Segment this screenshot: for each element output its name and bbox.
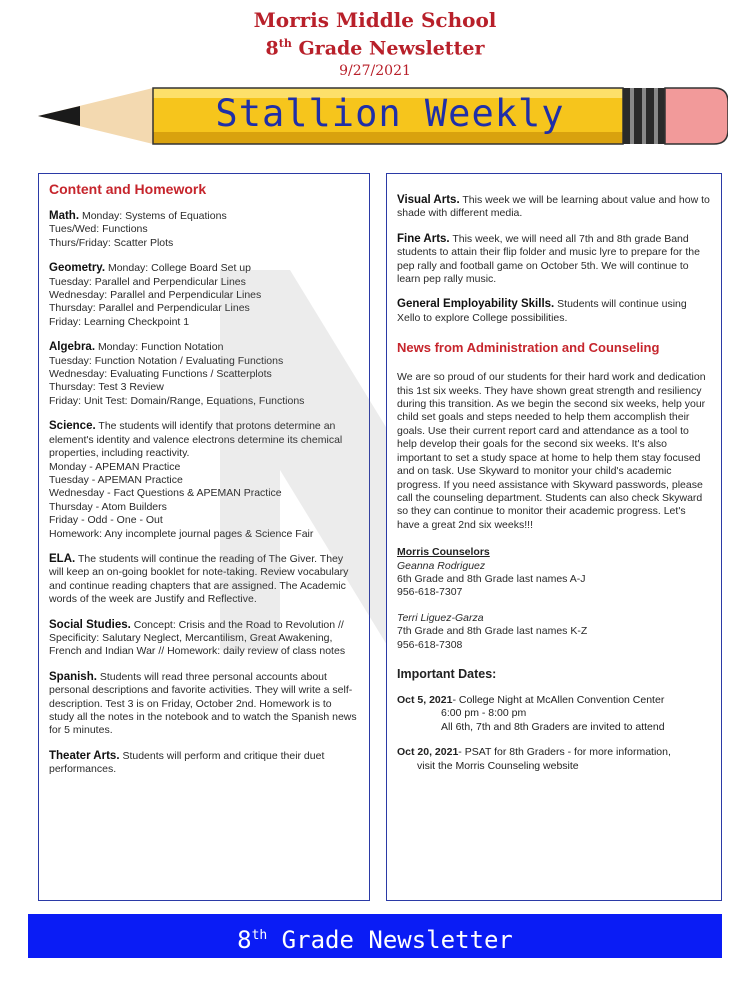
date-item-1-text: - College Night at McAllen Convention Center bbox=[452, 693, 665, 706]
science-line-6: Homework: Any incomplete journal pages & Science Fair bbox=[49, 527, 314, 540]
date-item-2-date: Oct 20, 2021 bbox=[397, 746, 459, 759]
school-name: Morris Middle School bbox=[253, 8, 497, 32]
content-homework-title: Content and Homework bbox=[49, 181, 207, 197]
counselor-2-phone: 956-618-7308 bbox=[397, 638, 463, 651]
counselor-2 bbox=[397, 612, 711, 652]
counselor-2-name: Terri Liguez-Garza bbox=[397, 611, 484, 624]
geometry-line-5: Friday: Learning Checkpoint 1 bbox=[49, 315, 190, 328]
science-line-2: Tuesday - APEMAN Practice bbox=[49, 473, 183, 486]
geometry-heading: Geometry. bbox=[49, 262, 106, 275]
algebra-line-1: Monday: Function Notation bbox=[97, 341, 224, 354]
algebra-line-3: Wednesday: Evaluating Functions / Scatterplots bbox=[49, 368, 272, 381]
ela-heading: ELA. bbox=[49, 552, 76, 565]
theater-arts-heading: Theater Arts. bbox=[49, 749, 120, 762]
math-line-3: Thurs/Friday: Scatter Plots bbox=[49, 236, 174, 249]
issue-date: 9/27/2021 bbox=[339, 63, 411, 80]
newsletter-header bbox=[0, 8, 750, 80]
science-line-5: Friday - Odd - One - Out bbox=[49, 514, 163, 527]
grade-number: 8 bbox=[265, 37, 279, 60]
date-item-1-time: 6:00 pm - 8:00 pm bbox=[441, 707, 527, 720]
social-studies-block bbox=[49, 619, 359, 659]
content-homework-column bbox=[38, 173, 370, 901]
counselor-1-phone: 956-618-7307 bbox=[397, 586, 463, 599]
date-item-1-note: All 6th, 7th and 8th Graders are invited to attend bbox=[441, 720, 665, 733]
fine-arts-heading: Fine Arts. bbox=[397, 232, 450, 245]
algebra-heading: Algebra. bbox=[49, 341, 96, 354]
date-item-2 bbox=[397, 746, 711, 773]
counselor-1-role: 6th Grade and 8th Grade last names A-J bbox=[397, 572, 586, 585]
employability-heading: General Employability Skills. bbox=[397, 298, 555, 311]
date-item-2-text: - PSAT for 8th Graders - for more information, bbox=[458, 746, 671, 759]
grade-text: Grade Newsletter bbox=[291, 37, 485, 60]
arts-news-column bbox=[386, 173, 722, 901]
footer-grade-number: 8 bbox=[237, 926, 252, 954]
employability-block bbox=[397, 298, 711, 325]
geometry-line-4: Thursday: Parallel and Perpendicular Lines bbox=[49, 302, 250, 315]
footer-text: Grade Newsletter bbox=[267, 926, 513, 954]
counselor-1 bbox=[397, 560, 711, 600]
science-line-3: Wednesday - Fact Questions & APEMAN Practice bbox=[49, 487, 282, 500]
visual-arts-heading: Visual Arts. bbox=[397, 194, 460, 206]
spanish-text: Students will read three personal accounts about personal descriptions and favorite activities. They will write a self-description. Test 3 is on Friday, October 2nd. Homework is to study all the notes in the notebook and to watch the Spanish news for 5 minutes. bbox=[49, 670, 357, 737]
footer-banner bbox=[28, 914, 722, 958]
counselor-2-role: 7th Grade and 8th Grade last names K-Z bbox=[397, 625, 588, 638]
date-item-1-date: Oct 5, 2021 bbox=[397, 693, 453, 706]
algebra-line-4: Thursday: Test 3 Review bbox=[49, 381, 164, 394]
date-item-1 bbox=[397, 694, 711, 734]
employability-text: Students will continue using Xello to explore College possibilities. bbox=[397, 298, 687, 324]
math-block bbox=[49, 210, 359, 250]
algebra-line-2: Tuesday: Function Notation / Evaluating Functions bbox=[49, 354, 284, 367]
footer-grade-suffix: th bbox=[251, 928, 268, 943]
visual-arts-text: This week we will be learning about value and how to shade with different media. bbox=[397, 194, 710, 220]
math-line-2: Tues/Wed: Functions bbox=[49, 223, 148, 236]
fine-arts-text: This week, we will need all 7th and 8th grade Band students to attain their flip folder and music lyre to prepare for the pep rally and football game on October 5th. We will continue to learn pep rally music. bbox=[397, 232, 700, 286]
spanish-block bbox=[49, 671, 359, 738]
important-dates-title: Important Dates: bbox=[397, 666, 497, 681]
science-line-4: Thursday - Atom Builders bbox=[49, 500, 167, 513]
newsletter-title: Stallion Weekly bbox=[215, 92, 565, 135]
fine-arts-block bbox=[397, 233, 711, 287]
science-line-1: Monday - APEMAN Practice bbox=[49, 460, 181, 473]
math-line-1: Monday: Systems of Equations bbox=[81, 210, 227, 222]
geometry-line-1: Monday: College Board Set up bbox=[107, 262, 251, 275]
grade-suffix: th bbox=[278, 37, 292, 50]
theater-arts-text: Students will perform and critique their duet performances. bbox=[49, 749, 325, 776]
geometry-line-2: Tuesday: Parallel and Perpendicular Lines bbox=[49, 275, 246, 288]
geometry-line-3: Wednesday: Parallel and Perpendicular Lines bbox=[49, 289, 262, 302]
grade-title bbox=[0, 32, 750, 60]
science-text: The students will identify that protons determine an element's identity and valence electrons determine its chemical properties, including reactivity. bbox=[49, 420, 343, 460]
algebra-block bbox=[49, 341, 359, 408]
ela-text: The students will continue the reading of The Giver. They will keep an on-going booklet for note-taking. Review vocabulary and continue reading chapters that are assigned. The Academic words of the week are Justify and Reflective. bbox=[49, 552, 349, 606]
geometry-block bbox=[49, 262, 359, 329]
social-studies-heading: Social Studies. bbox=[49, 618, 131, 631]
ela-block bbox=[49, 553, 359, 607]
news-body-text: We are so proud of our students for their hard work and dedication this 1st six weeks. They have shown great strength and resiliency during this transition. As we begin the second six weeks, help your child set goals and steps needed to help them accomplish their goals. Use their current report card and attendance as a tool to help develop their goals for the second six weeks. It's also important to set a study space at home to help them stay focused and on task. Use Skyward to monitor your child's academic progress. If you need assistance with Skyward passwords, please call the counseling department. Students can also check Skyward so they can continue to monitor their academic progress. Let's have a great 2nd six weeks!!! bbox=[397, 371, 706, 531]
theater-arts-block bbox=[49, 750, 359, 777]
news-section-title: News from Administration and Counseling bbox=[397, 340, 660, 356]
algebra-line-5: Friday: Unit Test: Domain/Range, Equations, Functions bbox=[49, 394, 305, 407]
science-heading: Science. bbox=[49, 420, 96, 433]
social-studies-text: Concept: Crisis and the Road to Revolution // Specificity: Salutary Neglect, Mercantilism, Great Awakening, French and Indian War // Homework: daily review of class notes bbox=[49, 618, 346, 658]
spanish-heading: Spanish. bbox=[49, 670, 97, 683]
counselor-1-name: Geanna Rodriguez bbox=[397, 559, 486, 572]
visual-arts-block bbox=[397, 194, 711, 221]
counselors-heading: Morris Counselors bbox=[397, 546, 490, 559]
date-item-2-note: visit the Morris Counseling website bbox=[417, 759, 579, 772]
science-block bbox=[49, 420, 359, 541]
math-heading: Math. bbox=[49, 210, 80, 222]
